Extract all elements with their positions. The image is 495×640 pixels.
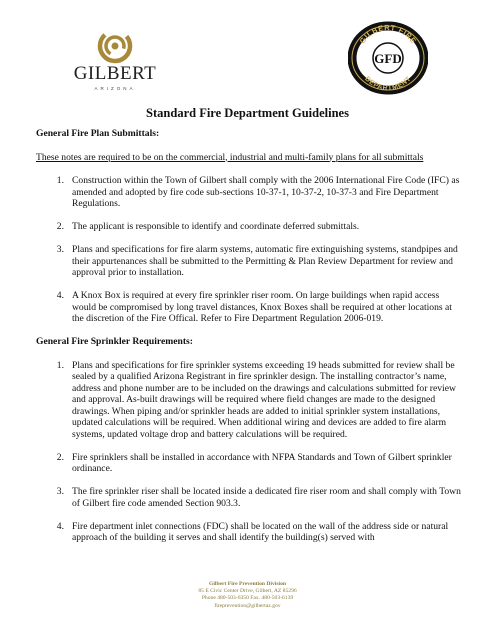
item-text: A Knox Box is required at every fire sprinkler riser room. On large buildings when rapid access would be compromised by long travel distances, Knox Boxes shall be required at other locations at the discretion of the Fire Offical. Refer to Fire Department Regulation 2006-019.	[72, 290, 452, 324]
item-text: The applicant is responsible to identify and coordinate deferred submittals.	[72, 221, 360, 232]
page-title: Standard Fire Department Guidelines	[146, 106, 349, 120]
item-number: 4.	[56, 520, 64, 532]
list-item	[36, 521, 461, 544]
sprinkler-requirements-list	[36, 360, 461, 544]
fire-logo-top-text: GILBERT FIRE	[357, 22, 419, 46]
fire-logo-bottom-text: DEPARTMENT	[363, 75, 413, 93]
item-number: 2.	[56, 221, 64, 232]
item-number: 4.	[56, 290, 64, 301]
footer-email: fireprevention@gilbertaz.gov	[214, 602, 281, 609]
item-number: 1.	[56, 359, 64, 371]
gilbert-swirl-icon	[70, 26, 160, 66]
gilbert-wordmark: GILBERT	[73, 63, 157, 84]
arizona-wordmark: ARIZONA	[94, 86, 136, 91]
footer-phone: Phone 480-503-6350 Fax. 480-503-6139	[201, 595, 294, 602]
document-body	[36, 128, 461, 555]
section-heading-plan-submittals: General Fire Plan Submittals:	[36, 128, 160, 139]
list-item	[36, 290, 461, 325]
item-number: 3.	[56, 486, 64, 497]
footer-title: Gilbert Fire Prevention Division	[208, 581, 286, 587]
item-text: Fire department inlet connections (FDC) shall be located on the wall of the address side or natural approach of the building it serves and shall identify the building(s) served with	[72, 520, 449, 543]
list-item	[36, 221, 461, 233]
item-number: 1.	[56, 175, 64, 186]
item-text: Fire sprinklers shall be installed in accordance with NFPA Standards and Town of Gilbert sprinkler ordinance.	[72, 451, 452, 474]
plan-submittals-list	[36, 175, 461, 325]
list-item	[36, 244, 461, 279]
item-number: 3.	[56, 244, 64, 255]
list-item	[36, 360, 461, 441]
fire-department-badge-icon	[348, 18, 428, 98]
item-text: Construction within the Town of Gilbert shall comply with the 2006 International Fire Code (IFC) as amended and adopted by fire code sub-sections 10-37-1, 10-37-2, 10-37-3 and Fire Department Regulations.	[72, 175, 460, 209]
list-item	[36, 486, 461, 509]
list-item	[36, 452, 461, 475]
fire-logo-monogram: GFD	[374, 51, 402, 66]
submittal-note: These notes are required to be on the commercial, industrial and multi-family plans for all submittals	[36, 151, 424, 163]
item-text: Plans and specifications for fire alarm systems, automatic fire extinguishing systems, standpipes and their appurtenances shall be submitted to the Permitting & Plan Review Department for review and approval prior to installation.	[72, 244, 458, 278]
item-number: 2.	[56, 451, 64, 463]
page-footer	[0, 581, 495, 610]
section-heading-sprinkler-requirements: General Fire Sprinkler Requirements:	[36, 336, 193, 347]
footer-address: 85 E Civic Center Drive, Gilbert, AZ 85296	[198, 588, 297, 595]
item-text: The fire sprinkler riser shall be located inside a dedicated fire riser room and shall comply with Town of Gilbert fire code amended Section 903.3.	[72, 486, 461, 509]
list-item	[36, 175, 461, 210]
fire-department-logo	[348, 18, 428, 98]
item-text: Plans and specifications for fire sprinkler systems exceeding 19 heads submitted for review shall be sealed by a qualified Arizona Registrant in fire sprinkler design. The installing contractor’s name, address and phone number are to be included on the drawings and calculations submitted for review and approval. As-built drawings will be required where field changes are made to the designed drawings. When piping and/or sprinkler heads are added to initial sprinkler system installations, updated calculations will be required. When additional wiring and devices are added to fire alarm systems, updated voltage drop and battery calculations will be required.	[72, 359, 456, 440]
